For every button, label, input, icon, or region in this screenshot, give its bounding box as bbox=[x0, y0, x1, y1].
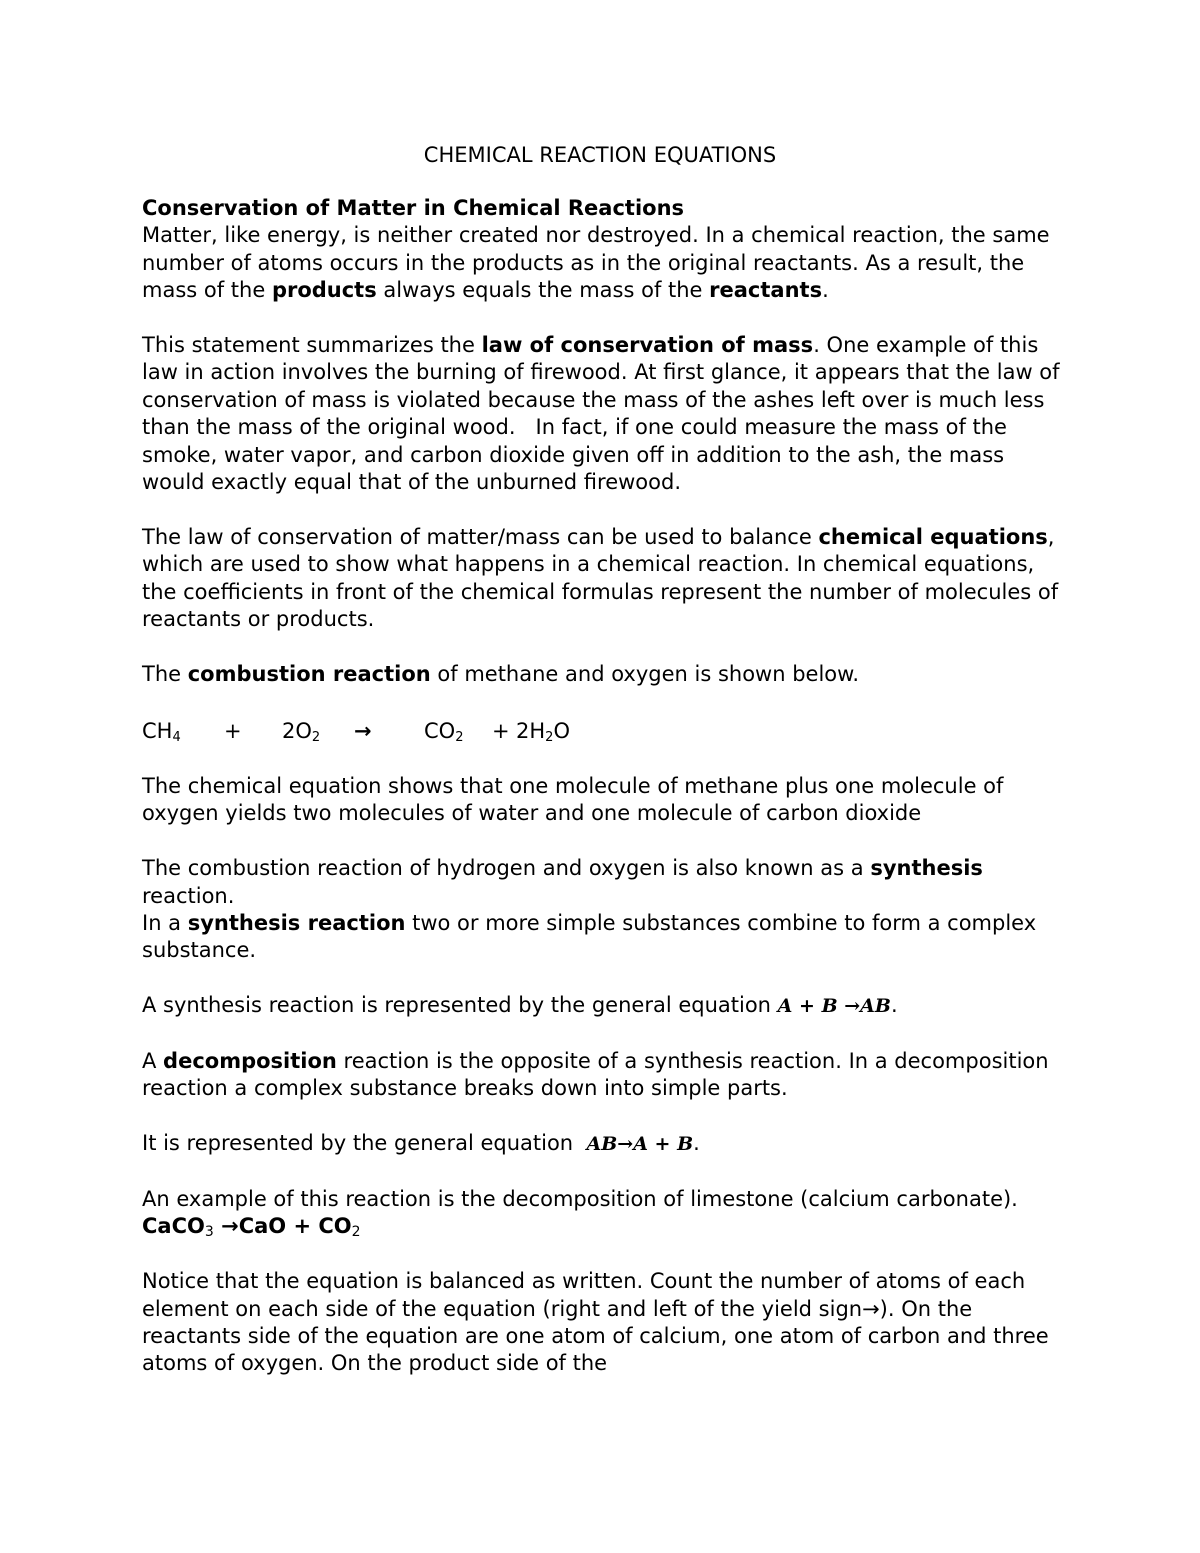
eq1-h2o-a: 2H bbox=[516, 718, 546, 743]
p3-text-1: The law of conservation of matter/mass can be used to balance bbox=[142, 524, 819, 549]
p4-text-1: The bbox=[142, 661, 188, 686]
eq1-water bbox=[516, 716, 570, 746]
page-title: CHEMICAL REACTION EQUATIONS bbox=[423, 143, 777, 167]
eq1-carbon-dioxide bbox=[424, 716, 492, 746]
limestone-equation bbox=[142, 1213, 1072, 1240]
p6-bold-synthesis: synthesis bbox=[870, 856, 983, 881]
p10-text-1: It is represented by the general equation bbox=[142, 1131, 587, 1156]
p6-text-1: The combustion reaction of hydrogen and oxygen is also known as a bbox=[142, 856, 871, 881]
eq1-methane bbox=[142, 716, 224, 746]
decomposition-general-equation: AB→A + B bbox=[586, 1133, 694, 1156]
paragraph-combustion bbox=[142, 661, 1072, 688]
methane-combustion-equation bbox=[142, 716, 1072, 746]
eq1-arrow: → bbox=[354, 718, 372, 743]
p9-text-2: reaction is the opposite of a synthesis reaction. In a decomposition reaction a complex substance breaks down into simple parts. bbox=[142, 1049, 1049, 1101]
eq1-ch: CH bbox=[142, 718, 173, 743]
paragraph-conservation bbox=[142, 222, 1072, 304]
p7-text-2: two or more simple substances combine to form a complex substance. bbox=[142, 911, 1037, 963]
p1-bold-reactants: reactants bbox=[709, 278, 823, 303]
p1-bold-products: products bbox=[271, 278, 377, 303]
p2-text-1: This statement summarizes the bbox=[142, 333, 482, 358]
eq2-caco: CaCO bbox=[142, 1214, 205, 1239]
eq1-plus-1: + bbox=[224, 718, 242, 743]
section-heading bbox=[142, 195, 1072, 222]
eq1-ch-sub: 4 bbox=[172, 729, 181, 745]
paragraph-decomposition-general bbox=[142, 1130, 1072, 1158]
paragraph-decomposition bbox=[142, 1048, 1072, 1103]
p2-bold-law: law of conservation of mass bbox=[481, 333, 814, 358]
p3-text-2: , which are used to show what happens in a chemical reaction. In chemical equations, the coefficients in front of the chemical formulas represent the number of molecules of reactants or products. bbox=[142, 524, 1059, 632]
p10-text-2: . bbox=[693, 1131, 700, 1156]
p8-text-2: . bbox=[890, 993, 898, 1018]
p6-text-2: reaction. bbox=[142, 883, 235, 908]
p1-text-3: . bbox=[822, 278, 829, 303]
eq2-cao-co: CaO + CO bbox=[238, 1214, 352, 1239]
paragraph-equation-explanation: The chemical equation shows that one molecule of methane plus one molecule of oxygen yields two molecules of water and one molecule of carbon dioxide bbox=[142, 774, 1004, 826]
eq1-o2: 2O bbox=[282, 718, 312, 743]
paragraph-synthesis-definition bbox=[142, 910, 1072, 965]
paragraph-law-of-mass bbox=[142, 332, 1072, 496]
eq1-h2o-sub: 2 bbox=[545, 729, 554, 745]
paragraph-limestone: An example of this reaction is the decomposition of limestone (calcium carbonate). bbox=[142, 1187, 1018, 1212]
p3-bold-chemical-equations: chemical equations bbox=[818, 524, 1048, 549]
p9-bold-decomposition: decomposition bbox=[163, 1049, 337, 1074]
p1-text-1: Matter, like energy, is neither created nor destroyed. In a chemical reaction, the same number of atoms occurs in the products as in the original reactants. As a result, the mass of the bbox=[142, 223, 1050, 303]
eq1-oxygen bbox=[282, 716, 354, 746]
section-heading-text: Conservation of Matter in Chemical Reactions bbox=[142, 196, 685, 220]
p8-text-1: A synthesis reaction is represented by the general equation bbox=[142, 993, 778, 1018]
eq1-plus-2: + bbox=[492, 718, 510, 743]
paragraph-synthesis-general bbox=[142, 992, 1072, 1020]
eq1-h2o-b: O bbox=[553, 718, 570, 743]
eq2-arrow: → bbox=[213, 1214, 239, 1239]
document-body bbox=[142, 140, 1072, 1378]
p9-text-1: A bbox=[142, 1049, 164, 1074]
p1-text-2: always equals the mass of the bbox=[376, 278, 710, 303]
p2-text-2: . One example of this law in action involves the burning of firewood. At first glance, it appears that the law of conservation of mass is violated because the mass of the ashes left over is much less than the mass of the original wood. In fact, if one could measure the mass of the smoke, water vapor, and carbon dioxide given off in addition to the ash, the mass would exactly equal that of the unburned firewood. bbox=[142, 333, 1067, 495]
paragraph-synthesis-intro bbox=[142, 855, 1072, 910]
p4-bold-combustion: combustion reaction bbox=[187, 661, 431, 686]
eq1-o2-sub: 2 bbox=[311, 729, 321, 745]
eq1-co-sub: 2 bbox=[455, 729, 464, 745]
eq2-co-sub: 2 bbox=[351, 1224, 361, 1241]
paragraph-balanced-notice: Notice that the equation is balanced as written. Count the number of atoms of each element on each side of the equation (right and left of the yield sign→). On the reactants side of the equation are one atom of calcium, one atom of carbon and three atoms of oxygen. On the product side of the bbox=[142, 1269, 1049, 1376]
p7-text-1: In a bbox=[142, 911, 188, 936]
p4-text-2: of methane and oxygen is shown below. bbox=[430, 661, 860, 686]
p7-bold-synthesis-reaction: synthesis reaction bbox=[187, 911, 406, 936]
eq2-caco-sub: 3 bbox=[204, 1224, 214, 1241]
synthesis-general-equation: A + B →AB bbox=[777, 995, 891, 1018]
eq1-co: CO bbox=[424, 718, 456, 743]
paragraph-chemical-equations bbox=[142, 524, 1072, 634]
